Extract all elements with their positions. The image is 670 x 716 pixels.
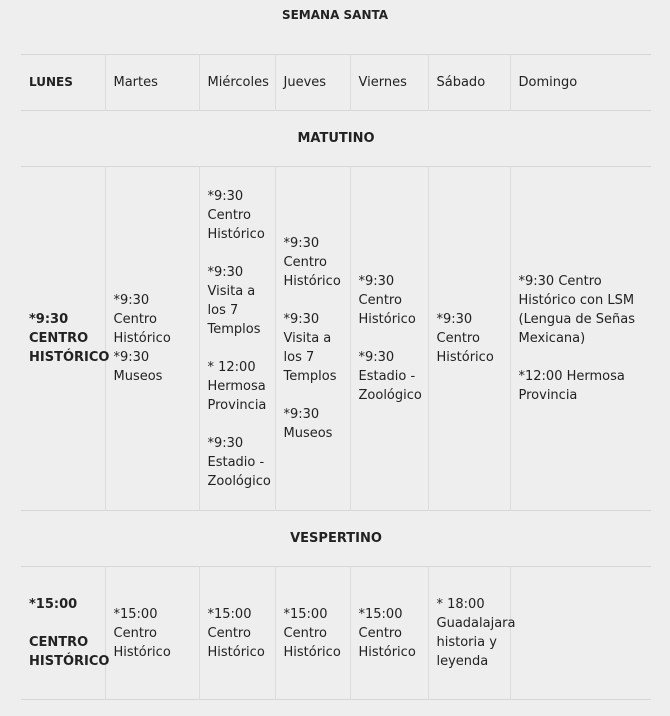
afternoon-cell-saturday: * 18:00 Guadalajara historia y leyenda	[428, 567, 510, 700]
page-title: SEMANA SANTA	[281, 8, 389, 22]
afternoon-cell-sunday	[510, 567, 651, 700]
afternoon-section-row	[21, 511, 651, 567]
morning-section-row	[21, 111, 651, 167]
morning-cell-monday: *9:30 CENTRO HISTÓRICO	[29, 312, 110, 365]
afternoon-schedule-row	[21, 567, 651, 700]
afternoon-cell-friday: *15:00 Centro Histórico	[350, 567, 428, 700]
afternoon-cell-thursday: *15:00 Centro Histórico	[275, 567, 350, 700]
section-title-afternoon: VESPERTINO	[290, 531, 382, 546]
days-header-row	[21, 55, 651, 111]
morning-cell-sunday: *9:30 Centro Histórico con LSM (Lengua de Señas Mexicana) *12:00 Hermosa Provincia	[510, 167, 651, 511]
day-header-tuesday: Martes	[105, 55, 199, 111]
afternoon-cell-wednesday: *15:00 Centro Histórico	[199, 567, 275, 700]
day-header-monday: LUNES	[29, 75, 73, 89]
morning-cell-saturday: *9:30 Centro Histórico	[428, 167, 510, 511]
morning-cell-tuesday: *9:30 Centro Histórico *9:30 Museos	[105, 167, 199, 511]
morning-cell-wednesday: *9:30 Centro Histórico *9:30 Visita a los 7 Templos * 12:00 Hermosa Provincia *9:30 Estadio - Zoológico	[199, 167, 275, 511]
morning-cell-thursday: *9:30 Centro Histórico *9:30 Visita a los 7 Templos *9:30 Museos	[275, 167, 350, 511]
day-header-thursday: Jueves	[275, 55, 350, 111]
day-header-saturday: Sábado	[428, 55, 510, 111]
schedule-table	[21, 54, 651, 700]
morning-cell-friday: *9:30 Centro Histórico *9:30 Estadio - Zoológico	[350, 167, 428, 511]
afternoon-cell-monday: *15:00 CENTRO HISTÓRICO	[29, 597, 110, 669]
section-title-morning: MATUTINO	[297, 131, 375, 146]
day-header-friday: Viernes	[350, 55, 428, 111]
day-header-sunday: Domingo	[510, 55, 651, 111]
morning-schedule-row	[21, 167, 651, 511]
day-header-wednesday: Miércoles	[199, 55, 275, 111]
afternoon-cell-tuesday: *15:00 Centro Histórico	[105, 567, 199, 700]
